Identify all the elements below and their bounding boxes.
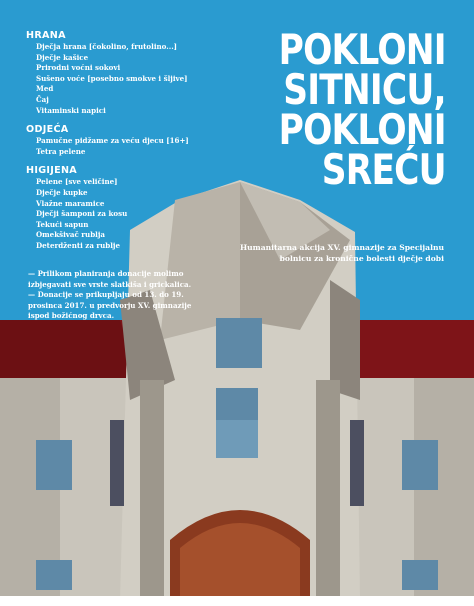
note-line: prosinca 2017. u predvorju XV. gimnazije xyxy=(28,300,192,310)
list-item: Dječji šamponi za kosu xyxy=(36,209,128,219)
window-left-arch xyxy=(110,420,124,506)
tower-window-top xyxy=(216,318,262,368)
list-item: Vlažne maramice xyxy=(36,198,105,208)
section-title: HIGIJENA xyxy=(26,165,78,177)
footer-strip xyxy=(0,596,474,606)
window-right-upper xyxy=(402,440,438,490)
list-item: Tekući sapun xyxy=(36,219,89,229)
subtitle: Humanitarna akcija XV. gimnazije za Specijalnu bolnicu za kronične bolesti dječje dobi xyxy=(239,243,444,263)
list-item: Deterdženti za rublje xyxy=(36,240,121,250)
window-right-lower xyxy=(402,560,438,590)
donation-notes xyxy=(28,269,238,322)
headline xyxy=(278,25,446,194)
list-item: Dječje kupke xyxy=(36,187,88,197)
window-left-lower xyxy=(36,560,72,590)
list-item: Tetra pelene xyxy=(36,146,86,156)
list-item: Sušeno voće [posebno smokve i šljive] xyxy=(36,73,188,83)
note-line: izbjegavati sve vrste slatkiša i grickalica. xyxy=(28,279,192,289)
section-odjeca xyxy=(28,124,228,157)
list-item: Pelene [sve veličine] xyxy=(36,177,118,187)
list-item: Pamučne pidžame za veću djecu [16+] xyxy=(36,136,189,146)
headline-line: SITNICU, xyxy=(283,65,446,114)
column-right xyxy=(316,380,340,600)
headline-line: SREĆU xyxy=(322,145,446,194)
section-title: ODJEĆA xyxy=(26,124,69,136)
column-left xyxy=(140,380,164,600)
window-left-upper xyxy=(36,440,72,490)
headline-line: POKLONI xyxy=(278,105,446,154)
list-item: Prirodni voćni sokovi xyxy=(36,63,121,73)
note-line: ispod božićnog drvca. xyxy=(28,311,115,321)
list-item: Dječja hrana [čokolino, frutolino...] xyxy=(36,42,178,51)
list-item: Med xyxy=(36,84,54,94)
list-item: Čaj xyxy=(36,94,49,104)
list-item: Omekšivač rublja xyxy=(36,230,106,240)
window-right-arch xyxy=(350,420,364,506)
tower-window-middle-lower xyxy=(216,420,258,458)
note-line: — Donacije se prikupljaju od 13. do 19. xyxy=(28,290,184,300)
roof-shadow-left xyxy=(0,320,140,380)
section-hrana xyxy=(28,30,228,116)
section-title: HRANA xyxy=(26,30,66,41)
note-line: — Prilikom planiranja donacije molimo xyxy=(28,269,184,278)
list-item: Dječje kašice xyxy=(36,52,89,62)
list-item: Vitaminski napici xyxy=(36,105,106,115)
section-higijena xyxy=(28,165,228,251)
headline-line: POKLONI xyxy=(278,25,446,74)
donation-lists xyxy=(28,30,228,260)
